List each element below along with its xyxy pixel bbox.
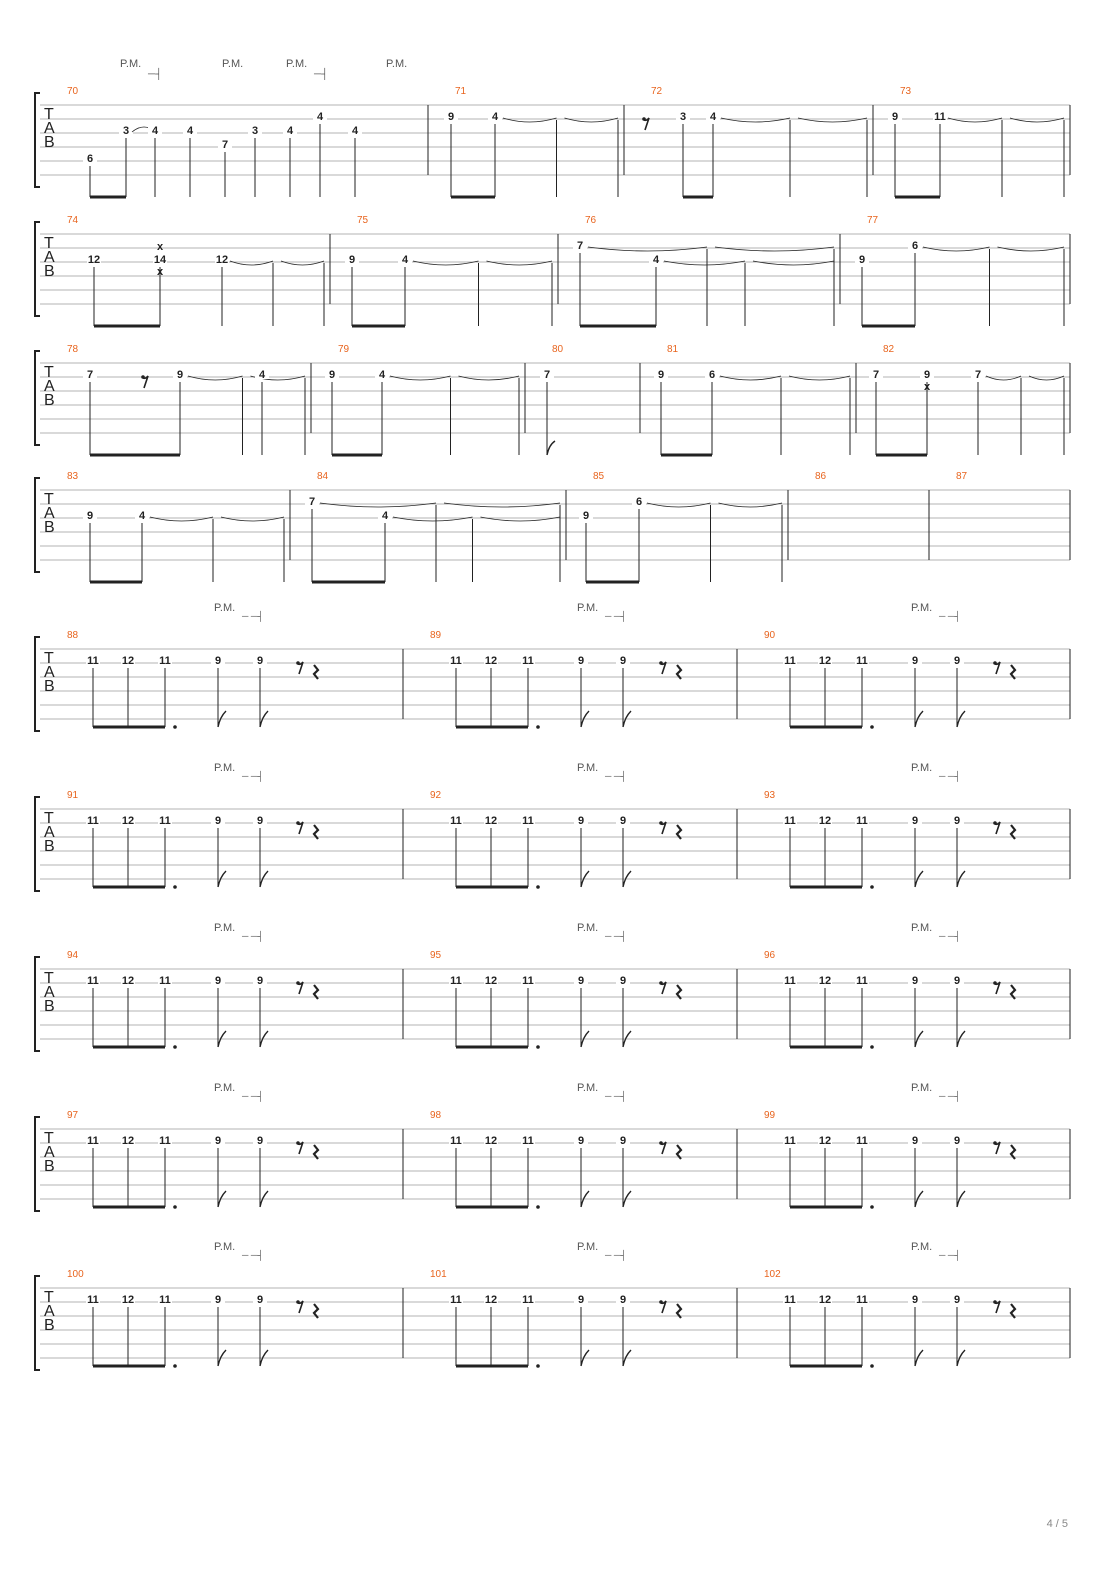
measure-number: 94	[67, 950, 79, 961]
fret-number: 11	[856, 1294, 868, 1306]
tab-clef-letter: B	[44, 134, 55, 151]
fret-number: 9	[577, 1294, 585, 1306]
measure-number: 74	[67, 215, 79, 226]
measure-number: 72	[651, 86, 663, 97]
fret-number: 4	[258, 369, 266, 381]
tab-clef-letter: T	[44, 970, 54, 987]
fret-number: 9	[891, 111, 899, 123]
fret-number: 9	[256, 655, 264, 667]
fret-number: 12	[121, 1135, 135, 1147]
fret-number: 9	[214, 1294, 222, 1306]
fret-number: 9	[619, 975, 627, 987]
note-flag	[547, 441, 555, 455]
palm-mute-label: P.M.	[214, 1082, 236, 1094]
fret-number: 11	[450, 815, 462, 827]
fret-number: 11	[522, 1294, 534, 1306]
fret-number: 6	[911, 240, 919, 252]
tab-clef-letter: T	[44, 650, 54, 667]
fret-number: 3	[679, 111, 687, 123]
tab-clef-letter: B	[44, 392, 55, 409]
system-bracket	[35, 797, 40, 891]
fret-number: 11	[159, 655, 171, 667]
fret-number: 11	[522, 655, 534, 667]
fret-number: 12	[484, 1135, 498, 1147]
palm-mute-label: P.M.	[577, 1082, 599, 1094]
palm-mute-label: P.M.	[911, 602, 933, 614]
fret-number: 7	[543, 369, 551, 381]
palm-mute-bracket: ─ ─┤	[939, 611, 961, 621]
fret-number: 11	[450, 1135, 462, 1147]
palm-mute-label: P.M.	[386, 58, 408, 70]
tab-clef-letter: T	[44, 1289, 54, 1306]
dot	[536, 1205, 540, 1209]
fret-number: 9	[214, 815, 222, 827]
palm-mute-label: P.M.	[120, 58, 142, 70]
fret-number: 7	[576, 240, 584, 252]
page-number: 4 / 5	[1046, 1518, 1068, 1530]
tab-clef-letter: A	[44, 120, 55, 137]
fret-number: 11	[87, 815, 99, 827]
tab-system	[35, 762, 1070, 891]
palm-mute-label: P.M.	[214, 602, 236, 614]
fret-number: 12	[121, 655, 135, 667]
tab-clef-letter: B	[44, 838, 55, 855]
fret-number: 12	[215, 254, 229, 266]
fret-number: 9	[256, 975, 264, 987]
palm-mute-bracket: ─ ─┤	[939, 1091, 961, 1101]
ghost-note-mark: x	[156, 241, 164, 253]
dot	[173, 885, 177, 889]
tab-clef-letter: A	[44, 1144, 55, 1161]
fret-number: 9	[911, 815, 919, 827]
fret-number: 11	[784, 655, 796, 667]
fret-number: 7	[86, 369, 94, 381]
fret-number: 4	[316, 111, 324, 123]
fret-number: 12	[484, 655, 498, 667]
fret-number: 4	[381, 510, 389, 522]
fret-number: 11	[159, 1135, 171, 1147]
dot	[870, 1045, 874, 1049]
fret-number: 9	[577, 815, 585, 827]
palm-mute-label: P.M.	[577, 1241, 599, 1253]
measure-number: 85	[593, 471, 605, 482]
fret-number: 12	[121, 975, 135, 987]
fret-number: 11	[934, 111, 946, 123]
measure-number: 75	[357, 215, 369, 226]
fret-number: 9	[447, 111, 455, 123]
fret-number: 4	[401, 254, 409, 266]
palm-mute-label: P.M.	[577, 922, 599, 934]
rest-dot	[141, 375, 145, 379]
palm-mute-label: P.M.	[577, 602, 599, 614]
rest-dot	[296, 1141, 300, 1145]
tab-clef-letter: B	[44, 678, 55, 695]
fret-number: 4	[351, 125, 359, 137]
measure-number: 73	[900, 86, 912, 97]
measure-number: 92	[430, 790, 442, 801]
palm-mute-bracket: ─ ─┤	[242, 1091, 264, 1101]
system-bracket	[35, 93, 40, 187]
tab-system	[35, 58, 1070, 197]
rest-dot	[993, 1141, 997, 1145]
fret-number: 9	[577, 655, 585, 667]
fret-number: 9	[657, 369, 665, 381]
measure-number: 70	[67, 86, 79, 97]
fret-number: 4	[652, 254, 660, 266]
fret-number: 9	[911, 655, 919, 667]
tab-clef-letter: T	[44, 106, 54, 123]
dot	[536, 1364, 540, 1368]
ghost-note-mark: x	[923, 381, 931, 393]
measure-number: 101	[430, 1269, 447, 1280]
fret-number: 12	[818, 815, 832, 827]
tab-clef-letter: A	[44, 664, 55, 681]
fret-number: 9	[619, 1294, 627, 1306]
fret-number: 6	[635, 496, 643, 508]
fret-number: 3	[122, 125, 130, 137]
fret-number: 9	[214, 655, 222, 667]
fret-number: 12	[818, 975, 832, 987]
tab-system	[35, 1241, 1070, 1370]
rest-dot	[642, 117, 646, 121]
fret-number: 4	[286, 125, 294, 137]
fret-number: 9	[953, 975, 961, 987]
fret-number: 11	[856, 1135, 868, 1147]
tab-clef-letter: T	[44, 810, 54, 827]
tab-system	[35, 602, 1070, 731]
fret-number: 9	[911, 975, 919, 987]
tab-system	[35, 215, 1070, 326]
measure-number: 90	[764, 630, 776, 641]
rest-dot	[659, 1141, 663, 1145]
rest-dot	[993, 821, 997, 825]
measure-number: 99	[764, 1110, 776, 1121]
palm-mute-label: P.M.	[577, 762, 599, 774]
palm-mute-bracket: ─ ─┤	[242, 1250, 264, 1260]
rest-dot	[296, 1300, 300, 1304]
tab-clef-letter: A	[44, 505, 55, 522]
tab-system	[35, 922, 1070, 1051]
fret-number: 11	[87, 1135, 99, 1147]
fret-number: 4	[709, 111, 717, 123]
fret-number: 11	[784, 815, 796, 827]
dot	[536, 1045, 540, 1049]
rest-dot	[296, 661, 300, 665]
fret-number: 11	[87, 1294, 99, 1306]
measure-number: 93	[764, 790, 776, 801]
fret-number: 6	[708, 369, 716, 381]
fret-number: 4	[151, 125, 159, 137]
fret-number: 9	[911, 1135, 919, 1147]
fret-number: 12	[121, 815, 135, 827]
measure-number: 80	[552, 344, 564, 355]
palm-mute-bracket: ─ ─┤	[939, 1250, 961, 1260]
fret-number: 9	[619, 1135, 627, 1147]
fret-number: 11	[450, 975, 462, 987]
dot	[870, 885, 874, 889]
fret-number: 11	[87, 975, 99, 987]
fret-number: 4	[186, 125, 194, 137]
measure-number: 86	[815, 471, 827, 482]
fret-number: 11	[856, 815, 868, 827]
palm-mute-label: P.M.	[222, 58, 244, 70]
fret-number: 11	[87, 655, 99, 667]
rest-dot	[659, 981, 663, 985]
measure-number: 83	[67, 471, 79, 482]
tab-clef-letter: T	[44, 1130, 54, 1147]
fret-number: 9	[858, 254, 866, 266]
system-bracket	[35, 957, 40, 1051]
fret-number: 4	[491, 111, 499, 123]
tab-clef-letter: T	[44, 364, 54, 381]
palm-mute-bracket: ─ ─┤	[605, 771, 627, 781]
system-bracket	[35, 1117, 40, 1211]
tab-clef-letter: T	[44, 235, 54, 252]
fret-number: 7	[872, 369, 880, 381]
fret-number: 9	[256, 1294, 264, 1306]
measure-number: 102	[764, 1269, 781, 1280]
palm-mute-bracket: ─ ─┤	[605, 611, 627, 621]
fret-number: 9	[953, 655, 961, 667]
measure-number: 96	[764, 950, 776, 961]
system-bracket	[35, 1276, 40, 1370]
system-bracket	[35, 222, 40, 316]
fret-number: 12	[121, 1294, 135, 1306]
fret-number: 12	[818, 655, 832, 667]
tab-clef-letter: B	[44, 263, 55, 280]
fret-number: 9	[953, 1294, 961, 1306]
tab-system	[35, 471, 1070, 582]
palm-mute-bracket: ─┤	[148, 69, 163, 80]
palm-mute-bracket: ─ ─┤	[242, 611, 264, 621]
palm-mute-bracket: ─ ─┤	[242, 771, 264, 781]
tab-clef-letter: B	[44, 1317, 55, 1334]
fret-number: 9	[953, 1135, 961, 1147]
dot	[870, 1205, 874, 1209]
palm-mute-bracket: ─┤	[314, 69, 329, 80]
palm-mute-label: P.M.	[214, 922, 236, 934]
palm-mute-label: P.M.	[286, 58, 308, 70]
fret-number: 11	[522, 815, 534, 827]
dot	[536, 725, 540, 729]
fret-number: 3	[251, 125, 259, 137]
fret-number: 9	[256, 815, 264, 827]
fret-number: 9	[176, 369, 184, 381]
fret-number: 12	[484, 975, 498, 987]
rest-dot	[993, 661, 997, 665]
fret-number: 11	[450, 1294, 462, 1306]
fret-number: 9	[214, 1135, 222, 1147]
fret-number: 11	[159, 815, 171, 827]
fret-number: 9	[214, 975, 222, 987]
fret-number: 11	[856, 975, 868, 987]
palm-mute-label: P.M.	[214, 1241, 236, 1253]
fret-number: 9	[619, 655, 627, 667]
system-bracket	[35, 637, 40, 731]
fret-number: 4	[378, 369, 386, 381]
tab-clef-letter: B	[44, 1158, 55, 1175]
fret-number: 7	[308, 496, 316, 508]
fret-number: 9	[953, 815, 961, 827]
palm-mute-bracket: ─ ─┤	[242, 931, 264, 941]
dot	[536, 885, 540, 889]
measure-number: 82	[883, 344, 895, 355]
dot	[173, 1364, 177, 1368]
fret-number: 9	[348, 254, 356, 266]
palm-mute-bracket: ─ ─┤	[605, 1250, 627, 1260]
fret-number: 11	[159, 1294, 171, 1306]
palm-mute-label: P.M.	[214, 762, 236, 774]
measure-number: 91	[67, 790, 79, 801]
palm-mute-bracket: ─ ─┤	[939, 771, 961, 781]
fret-number: 11	[784, 1294, 796, 1306]
rest-dot	[659, 1300, 663, 1304]
fret-number: 11	[784, 1135, 796, 1147]
fret-number: 9	[911, 1294, 919, 1306]
rest-dot	[296, 821, 300, 825]
tab-clef-letter: B	[44, 519, 55, 536]
fret-number: 11	[856, 655, 868, 667]
fret-number: 12	[87, 254, 101, 266]
measure-number: 95	[430, 950, 442, 961]
measure-number: 79	[338, 344, 350, 355]
tab-clef-letter: A	[44, 1303, 55, 1320]
palm-mute-bracket: ─ ─┤	[605, 1091, 627, 1101]
dot	[173, 725, 177, 729]
dot	[870, 1364, 874, 1368]
rest-dot	[659, 821, 663, 825]
fret-number: 9	[577, 1135, 585, 1147]
tab-clef-letter: A	[44, 984, 55, 1001]
measure-number: 81	[667, 344, 679, 355]
palm-mute-label: P.M.	[911, 1241, 933, 1253]
measure-number: 88	[67, 630, 79, 641]
tab-clef-letter: A	[44, 378, 55, 395]
fret-number: 9	[582, 510, 590, 522]
fret-number: 9	[256, 1135, 264, 1147]
fret-number: 9	[86, 510, 94, 522]
fret-number: 11	[522, 1135, 534, 1147]
fret-number: 11	[522, 975, 534, 987]
rest-dot	[993, 1300, 997, 1304]
tab-clef-letter: B	[44, 998, 55, 1015]
dot	[173, 1045, 177, 1049]
fret-number: 12	[818, 1135, 832, 1147]
measure-number: 71	[455, 86, 467, 97]
tab-clef-letter: A	[44, 249, 55, 266]
measure-number: 97	[67, 1110, 79, 1121]
dot	[870, 725, 874, 729]
fret-number: 12	[818, 1294, 832, 1306]
fret-number: 6	[86, 153, 94, 165]
fret-number: 9	[619, 815, 627, 827]
fret-number: 11	[159, 975, 171, 987]
palm-mute-label: P.M.	[911, 762, 933, 774]
fret-number: 12	[484, 815, 498, 827]
fret-number: 11	[784, 975, 796, 987]
rest-dot	[659, 661, 663, 665]
palm-mute-label: P.M.	[911, 922, 933, 934]
fret-number: 9	[923, 369, 931, 381]
palm-mute-bracket: ─ ─┤	[605, 931, 627, 941]
tab-system	[35, 1082, 1070, 1211]
measure-number: 98	[430, 1110, 442, 1121]
rest-dot	[296, 981, 300, 985]
fret-number: 9	[577, 975, 585, 987]
measure-number: 84	[317, 471, 329, 482]
ghost-note-mark: x	[156, 266, 164, 278]
fret-number: 12	[484, 1294, 498, 1306]
tab-clef-letter: A	[44, 824, 55, 841]
palm-mute-bracket: ─ ─┤	[939, 931, 961, 941]
fret-number: 7	[221, 139, 229, 151]
measure-number: 100	[67, 1269, 84, 1280]
tab-clef-letter: T	[44, 491, 54, 508]
tab-system	[35, 344, 1070, 455]
measure-number: 77	[867, 215, 879, 226]
measure-number: 87	[956, 471, 968, 482]
fret-number: 4	[138, 510, 146, 522]
rest-dot	[993, 981, 997, 985]
fret-number: 11	[450, 655, 462, 667]
system-bracket	[35, 478, 40, 572]
fret-number: 9	[328, 369, 336, 381]
measure-number: 78	[67, 344, 79, 355]
dot	[173, 1205, 177, 1209]
system-bracket	[35, 351, 40, 445]
fret-number: 7	[974, 369, 982, 381]
fret-number: 14	[153, 254, 167, 266]
palm-mute-label: P.M.	[911, 1082, 933, 1094]
measure-number: 89	[430, 630, 442, 641]
measure-number: 76	[585, 215, 597, 226]
